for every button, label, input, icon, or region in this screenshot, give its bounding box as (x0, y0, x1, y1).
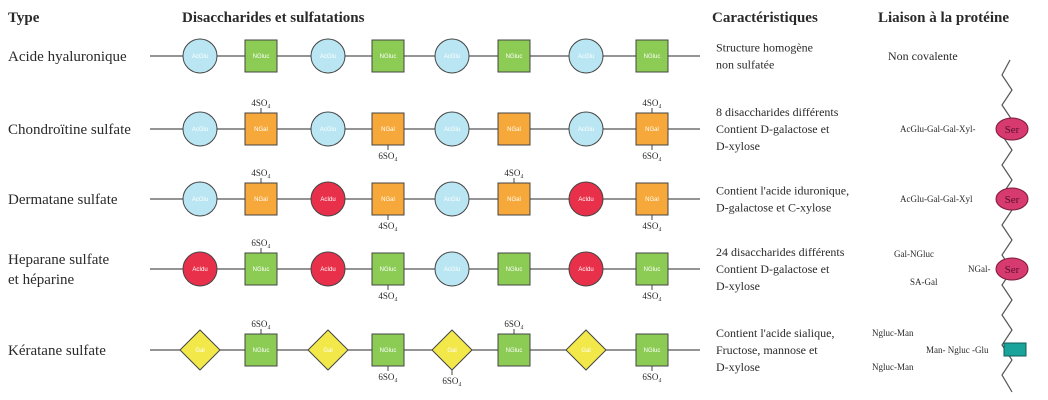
link-text: AcGlu-Gal-Gal-Xyl (900, 194, 973, 204)
characteristics-text: Contient D-galactose et (716, 262, 830, 276)
sugar-label: NGluc (643, 54, 661, 60)
sugar-label: AcGlu (577, 127, 595, 133)
sugar-label: NGluc (643, 267, 661, 273)
header-characteristics: Caractéristiques (712, 10, 818, 26)
row-name: et héparine (8, 272, 75, 288)
sugar-label: NGal (381, 197, 395, 203)
sugar-label: NGluc (505, 348, 523, 354)
sulfate-label: 4SO₄ (378, 291, 398, 301)
row-5 (8, 319, 1026, 386)
sugar-label: Gal (323, 348, 333, 354)
sugar-label: AcGlu (443, 197, 461, 203)
link-text: Ngluc-Man (872, 362, 914, 372)
sugar-label: NGluc (252, 348, 270, 354)
sugar-label: AcIdu (192, 267, 208, 273)
link-text: NGal- (968, 264, 991, 274)
sulfate-label: 6SO₄ (251, 238, 271, 248)
row-3 (8, 168, 1028, 231)
ser-label: Ser (1004, 264, 1020, 276)
sugar-label: NGal (381, 127, 395, 133)
characteristics-text: D-xylose (716, 360, 760, 374)
characteristics-text: D-xylose (716, 139, 760, 153)
link-text: Man- Ngluc -Glu (926, 345, 989, 355)
sugar-label: AcIdu (578, 267, 594, 273)
row-name: Dermatane sulfate (8, 192, 118, 208)
sugar-label: NGal (254, 127, 268, 133)
sugar-label: AcGlu (577, 54, 595, 60)
row-4 (8, 238, 1028, 301)
characteristics-text: non sulfatée (716, 57, 775, 72)
sugar-label: NGal (507, 197, 521, 203)
characteristics-text: Structure homogène (716, 40, 813, 55)
sugar-label: AcGlu (191, 197, 209, 203)
sugar-label: AcGlu (443, 54, 461, 60)
sugar-label: NGal (645, 197, 659, 203)
sugar-label: NGluc (252, 54, 270, 60)
sulfate-label: 4SO₄ (642, 98, 662, 108)
characteristics-text: D-xylose (716, 279, 760, 293)
sulfate-label: 6SO₄ (642, 151, 662, 161)
characteristics-text: Fructose, mannose et (716, 343, 818, 357)
sugar-label: AcIdu (320, 267, 336, 273)
sugar-label: AcGlu (443, 127, 461, 133)
sugar-label: NGal (254, 197, 268, 203)
sugar-label: NGal (507, 127, 521, 133)
sulfate-label: 6SO₄ (378, 372, 398, 382)
sulfate-label: 4SO₄ (642, 291, 662, 301)
sugar-label: NGluc (505, 54, 523, 60)
sugar-label: NGluc (252, 267, 270, 273)
sugar-label: Gal (195, 348, 205, 354)
sugar-label: NGluc (379, 267, 397, 273)
sugar-label: AcGlu (191, 127, 209, 133)
header-disaccharides: Disaccharides et sulfatations (182, 10, 365, 26)
sugar-label: NGluc (379, 54, 397, 60)
sugar-label: AcGlu (191, 54, 209, 60)
sugar-label: NGluc (643, 348, 661, 354)
sulfate-label: 6SO₄ (504, 319, 524, 329)
sulfate-label: 4SO₄ (378, 221, 398, 231)
sugar-label: Gal (581, 348, 591, 354)
characteristics-text: Contient l'acide iduronique, (716, 183, 850, 198)
sulfate-label: 4SO₄ (251, 98, 271, 108)
sugar-label: NGluc (379, 348, 397, 354)
sulfate-label: 4SO₄ (504, 168, 524, 178)
sulfate-label: 6SO₄ (251, 319, 271, 329)
sugar-label: AcGlu (319, 54, 337, 60)
link-text: SA-Gal (910, 277, 938, 287)
characteristics-text: D-galactose et C-xylose (716, 200, 832, 215)
characteristics-text: Contient D-galactose et (716, 122, 830, 136)
characteristics-text: Contient l'acide sialique, (716, 326, 835, 340)
link-text: Gal-NGluc (894, 249, 934, 259)
header-type: Type (8, 10, 40, 26)
row-name: Heparane sulfate (8, 252, 110, 268)
link-text: Non covalente (888, 49, 958, 63)
characteristics-text: 24 disaccharides différents (716, 245, 845, 259)
link-text: Ngluc-Man (872, 328, 914, 338)
sulfate-label: 4SO₄ (642, 221, 662, 231)
characteristics-text: 8 disaccharides différents (716, 105, 839, 119)
row-name: Chondroïtine sulfate (8, 122, 131, 138)
ser-label: Ser (1004, 124, 1020, 136)
row-name: Acide hyaluronique (8, 49, 127, 65)
header-protein-link: Liaison à la protéine (878, 10, 1009, 26)
ser-label: Ser (1004, 194, 1020, 206)
sugar-label: AcIdu (578, 197, 594, 203)
sulfate-label: 4SO₄ (251, 168, 271, 178)
sugar-label: NGluc (505, 267, 523, 273)
sulfate-label: 6SO₄ (442, 376, 462, 386)
sugar-label: Gal (447, 348, 457, 354)
link-text: AcGlu-Gal-Gal-Xyl- (900, 124, 976, 134)
protein-anchor-box (1004, 343, 1026, 356)
sugar-label: AcGlu (443, 267, 461, 273)
sugar-label: AcGlu (319, 127, 337, 133)
sulfate-label: 6SO₄ (378, 151, 398, 161)
row-name: Kératane sulfate (8, 343, 106, 359)
sugar-label: AcIdu (320, 197, 336, 203)
sulfate-label: 6SO₄ (642, 372, 662, 382)
sugar-label: NGal (645, 127, 659, 133)
row-2 (8, 98, 1028, 161)
protein-backbone (1002, 60, 1012, 392)
row-1 (8, 39, 958, 73)
